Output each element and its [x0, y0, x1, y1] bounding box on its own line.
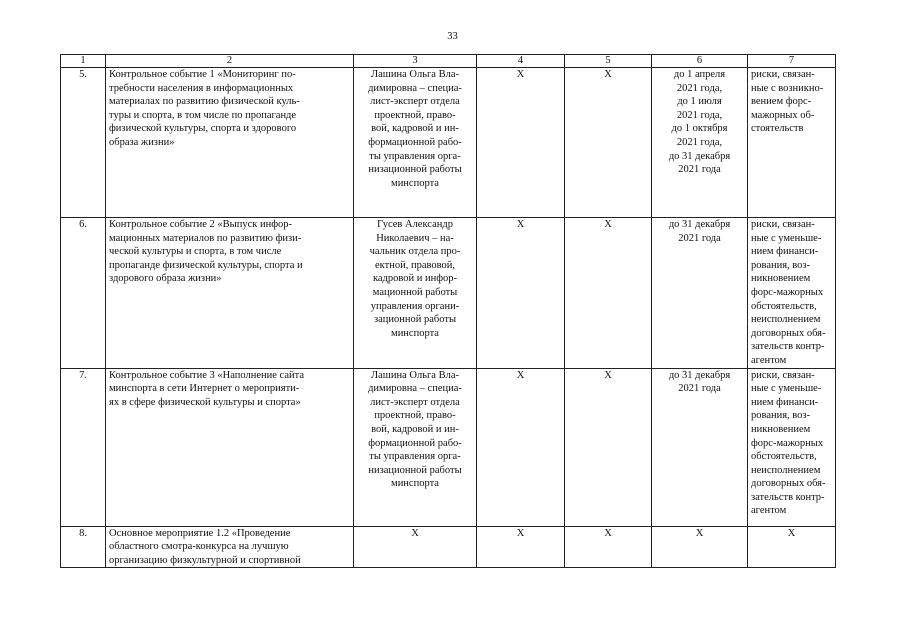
deadline: Х: [652, 526, 748, 568]
column-5-value: Х: [565, 218, 652, 369]
header-row: [61, 55, 836, 68]
event-name: Основное мероприятие 1.2 «Проведение областного смотра-конкурса на лучшую организацию физкультурной и спортивной: [106, 526, 354, 568]
row-number: 5.: [61, 68, 106, 218]
event-name: Контрольное событие 3 «Наполнение сайта минспорта в сети Интернет о мероприяти- ях в сфере физической культуры и спорта»: [106, 368, 354, 526]
deadline: до 1 апреля 2021 года, до 1 июля 2021 года, до 1 октября 2021 года, до 31 декабря 2021 года: [652, 68, 748, 218]
column-4-value: Х: [477, 526, 565, 568]
table-row: [61, 526, 836, 568]
column-5-value: Х: [565, 526, 652, 568]
column-5-value: Х: [565, 68, 652, 218]
page-number: 33: [447, 31, 458, 42]
row-number: 8.: [61, 526, 106, 568]
responsible-person: Х: [354, 526, 477, 568]
header-cell: 2: [106, 55, 354, 68]
risks: риски, связан- ные с возникно- вением форс- мажорных об- стоятельств: [748, 68, 836, 218]
header-cell: 3: [354, 55, 477, 68]
row-number: 6.: [61, 218, 106, 369]
deadline: до 31 декабря 2021 года: [652, 218, 748, 369]
table-row: [61, 218, 836, 369]
risks: риски, связан- ные с уменьше- нием финанси- рования, воз- никновением форс-мажорных обстоятельств, неисполнением договорных обя- зательств контр- агентом: [748, 218, 836, 369]
table-row: [61, 68, 836, 218]
responsible-person: Лашина Ольга Вла- димировна – специа- лист-эксперт отдела проектной, право- вой, кадровой и ин- формационной рабо- ты управления орга- низационной работы минспорта: [354, 68, 477, 218]
risks: риски, связан- ные с уменьше- нием финанси- рования, воз- никновением форс-мажорных обстоятельств, неисполнением договорных обя- зательств контр- агентом: [748, 368, 836, 526]
header-cell: 4: [477, 55, 565, 68]
header-cell: 5: [565, 55, 652, 68]
header-cell: 1: [61, 55, 106, 68]
column-4-value: Х: [477, 68, 565, 218]
column-4-value: Х: [477, 368, 565, 526]
column-5-value: Х: [565, 368, 652, 526]
risks: Х: [748, 526, 836, 568]
plan-table: [60, 54, 836, 568]
header-cell: 7: [748, 55, 836, 68]
responsible-person: Гусев Александр Николаевич – на- чальник отдела про- ектной, правовой, кадровой и инфор- мационной работы управления органи- зационной работы минспорта: [354, 218, 477, 369]
deadline: до 31 декабря 2021 года: [652, 368, 748, 526]
event-name: Контрольное событие 1 «Мониторинг по- требности населения в информационных материалах по развитию физической куль- туры и спорта, в том числе по пропаганде физической культуры, спорта и здорового образа жизни»: [106, 68, 354, 218]
header-cell: 6: [652, 55, 748, 68]
column-4-value: Х: [477, 218, 565, 369]
event-name: Контрольное событие 2 «Выпуск инфор- мационных материалов по развитию физи- ческой культуры и спорта, в том числе пропаганде физической культуры, спорта и здорового образа жизни»: [106, 218, 354, 369]
responsible-person: Лашина Ольга Вла- димировна – специа- лист-эксперт отдела проектной, право- вой, кадровой и ин- формационной рабо- ты управления орга- низационной работы минспорта: [354, 368, 477, 526]
table-row: [61, 368, 836, 526]
row-number: 7.: [61, 368, 106, 526]
